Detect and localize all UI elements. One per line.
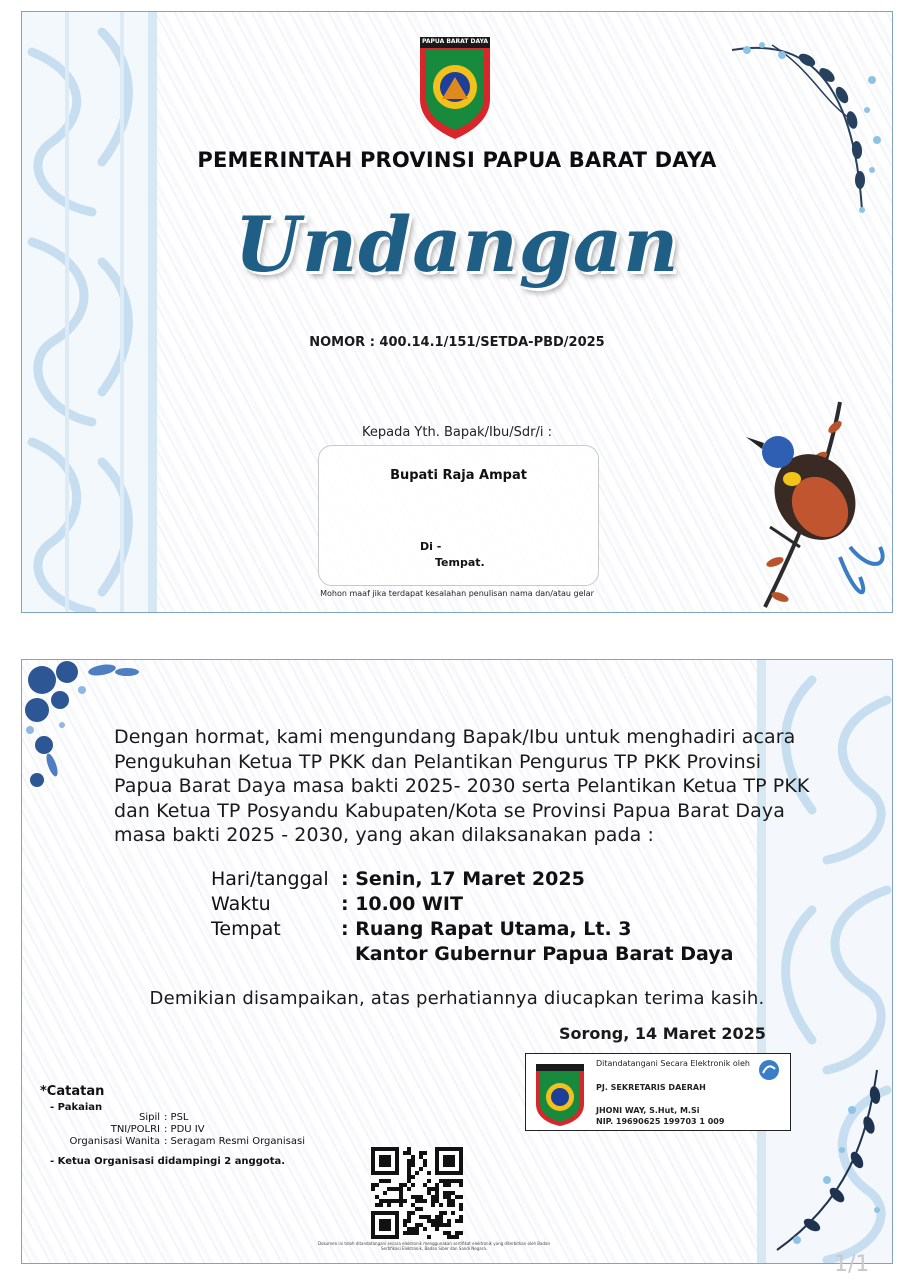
- province-emblem-icon: [532, 1060, 588, 1126]
- notes-pakaian: - Pakaian: [50, 1102, 103, 1113]
- invitation-cover-card: [21, 11, 893, 613]
- detail-row-place: [211, 918, 632, 940]
- intro-line: Dengan hormat, kami mengundang Bapak/Ibu untuk menghadiri acara: [114, 726, 796, 748]
- dress-label: Organisasi Wanita: [69, 1136, 160, 1147]
- detail-label: Hari/tanggal: [211, 868, 329, 890]
- qr-disclaimer: Dokumen ini telah ditandatangani secara elektronik menggunakan sertifikat elektronik yang diterbitkan oleh Badan Sertifikasi Elektronik, Badan Siber dan Sandi Negara.: [317, 1241, 551, 1251]
- page-indicator: 1/1: [834, 1252, 870, 1277]
- dress-value: : PSL: [164, 1112, 189, 1123]
- notes-section: [36, 1084, 336, 1167]
- closing-text: Demikian disampaikan, atas perhatiannya diucapkan terima kasih.: [149, 988, 765, 1009]
- dress-label: TNI/POLRI: [110, 1124, 160, 1135]
- dress-row: [36, 1136, 336, 1150]
- intro-line: Papua Barat Daya masa bakti 2025- 2030 serta Pelantikan Ketua TP PKK: [114, 775, 810, 797]
- esign-nip: NIP. 19690625 199703 1 009: [596, 1117, 725, 1126]
- invitation-body: [114, 725, 814, 848]
- esign-role: PJ. SEKRETARIS DAERAH: [596, 1083, 706, 1092]
- notes-heading: *Catatan: [40, 1084, 105, 1099]
- intro-line: masa bakti 2025 - 2030, yang akan dilaksanakan pada :: [114, 824, 655, 846]
- esign-title: Ditandatangani Secara Elektronik oleh: [596, 1059, 750, 1068]
- letter-number: NOMOR : 400.14.1/151/SETDA-PBD/2025: [309, 335, 605, 350]
- invitation-details-card: [21, 659, 893, 1264]
- detail-value: Kantor Gubernur Papua Barat Daya: [355, 943, 734, 965]
- notes-companion: - Ketua Organisasi didampingi 2 anggota.: [50, 1156, 286, 1167]
- detail-label: Tempat: [211, 918, 281, 940]
- di-label: Di -: [420, 540, 442, 553]
- place-date: Sorong, 14 Maret 2025: [559, 1024, 766, 1043]
- government-title: PEMERINTAH PROVINSI PAPUA BARAT DAYA: [197, 148, 717, 172]
- detail-row-place-2: [211, 943, 733, 965]
- intro-line: dan Ketua TP Posyandu Kabupaten/Kota se Provinsi Papua Barat Daya: [114, 799, 785, 822]
- salutation: Kepada Yth. Bapak/Ibu/Sdr/i :: [361, 425, 553, 440]
- dress-label: Sipil: [138, 1112, 160, 1123]
- esign-name: JHONI WAY, S.Hut, M.Si: [596, 1106, 700, 1115]
- detail-row-date: [211, 868, 585, 890]
- left-ornament-pattern: [22, 12, 162, 613]
- emblem-label: PAPUA BARAT DAYA: [422, 38, 488, 45]
- dress-value: : Seragam Resmi Organisasi: [164, 1136, 305, 1147]
- province-emblem-icon: [414, 29, 496, 141]
- detail-value: : Ruang Rapat Utama, Lt. 3: [341, 918, 632, 940]
- intro-line: Pengukuhan Ketua TP PKK dan Pelantikan Pengurus TP PKK Provinsi: [114, 750, 762, 773]
- apology-note: Mohon maaf jika terdapat kesalahan penulisan nama dan/atau gelar: [320, 589, 594, 598]
- tempat-label: Tempat.: [435, 556, 485, 569]
- invitation-title: Undangan: [234, 200, 680, 289]
- recipient-name: Bupati Raja Ampat: [390, 468, 527, 483]
- detail-label: Waktu: [211, 893, 271, 915]
- bird-of-paradise-icon: [740, 397, 893, 612]
- qr-code-icon: [371, 1147, 463, 1239]
- certificate-seal-icon: [758, 1059, 780, 1081]
- floral-ornament-icon: [712, 20, 887, 220]
- recipient-box: [318, 445, 599, 586]
- detail-value: : Senin, 17 Maret 2025: [341, 868, 585, 890]
- detail-row-time: [211, 893, 463, 915]
- detail-value: : 10.00 WIT: [341, 893, 463, 915]
- electronic-signature-box: [525, 1053, 791, 1131]
- dress-value: : PDU IV: [164, 1124, 205, 1135]
